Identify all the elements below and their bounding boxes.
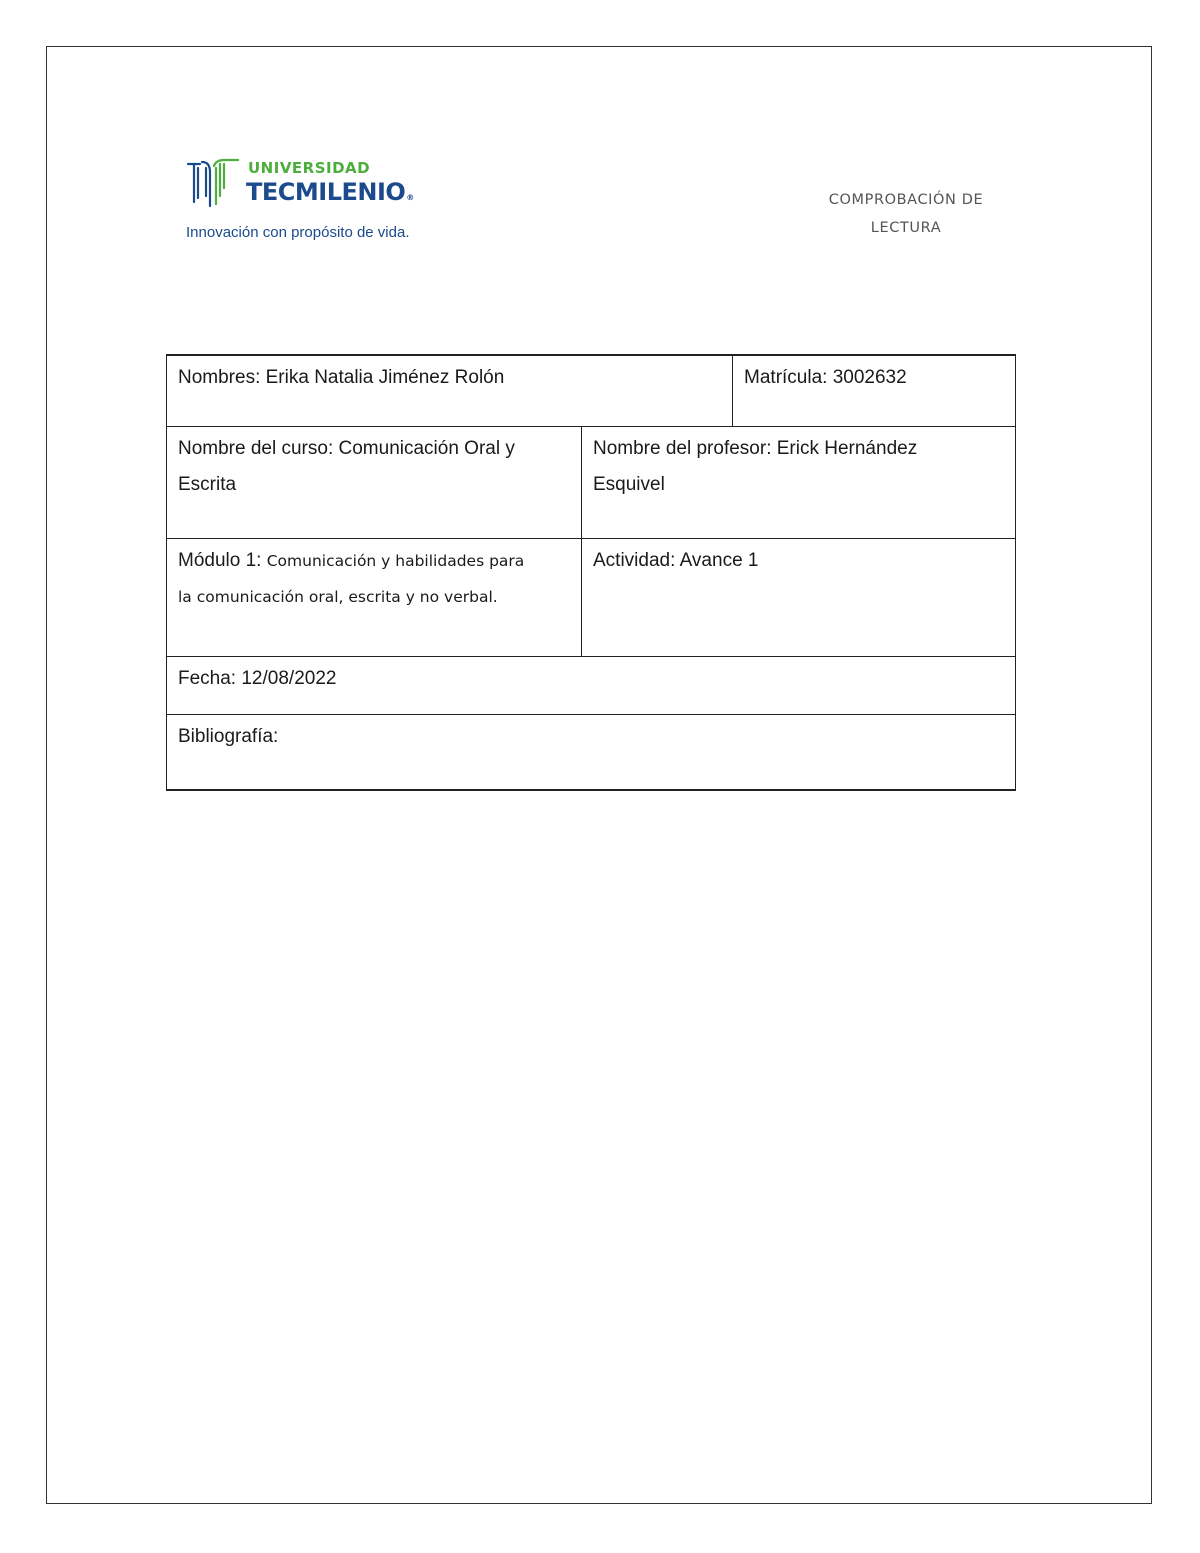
document-type-line2: LECTURA: [870, 220, 942, 236]
registered-mark: ®: [406, 193, 414, 202]
module-cell: [167, 538, 582, 656]
professor-name-line1: Nombre del profesor: Erick Hernández: [593, 437, 918, 459]
table-row: [167, 426, 1016, 538]
course-cell: [167, 426, 582, 538]
bibliography-cell: [167, 714, 1016, 790]
table-row: [167, 538, 1016, 656]
document-type-line1: COMPROBACIÓN DE: [828, 192, 984, 208]
bibliography-label: Bibliografía:: [178, 725, 279, 747]
professor-cell: [582, 426, 1016, 538]
student-name-cell: [167, 355, 733, 426]
module-label: Módulo 1:: [178, 549, 262, 571]
date-cell: [167, 656, 1016, 714]
logo-tecmilenio-text: [246, 178, 414, 206]
student-name: Nombres: Erika Natalia Jiménez Rolón: [178, 367, 505, 388]
activity-name: Actividad: Avance 1: [593, 549, 759, 571]
logo-tagline: Innovación con propósito de vida.: [186, 224, 410, 241]
enrollment-number: Matrícula: 3002632: [744, 367, 907, 388]
module-title-part2: la comunicación oral, escrita y no verbal.: [178, 587, 498, 606]
tecmilenio-emblem-icon: [186, 158, 242, 208]
table-row: [167, 714, 1016, 790]
professor-name-line2: Esquivel: [593, 473, 665, 495]
course-name-line2: Escrita: [178, 473, 237, 495]
course-name-line1: Nombre del curso: Comunicación Oral y: [178, 437, 515, 459]
university-logo: [186, 156, 446, 246]
enrollment-cell: [733, 355, 1016, 426]
module-title-part1: Comunicación y habilidades para: [266, 551, 525, 570]
table-row: [167, 355, 1016, 426]
logo-universidad-text: UNIVERSIDAD: [248, 159, 371, 177]
table-row: [167, 656, 1016, 714]
student-info-table: [166, 354, 1016, 791]
activity-cell: [582, 538, 1016, 656]
module-line1: [178, 543, 571, 579]
document-type-heading: [800, 186, 1012, 242]
logo-brand-name: TECMILENIO: [246, 178, 406, 206]
date-value: Fecha: 12/08/2022: [178, 667, 337, 689]
